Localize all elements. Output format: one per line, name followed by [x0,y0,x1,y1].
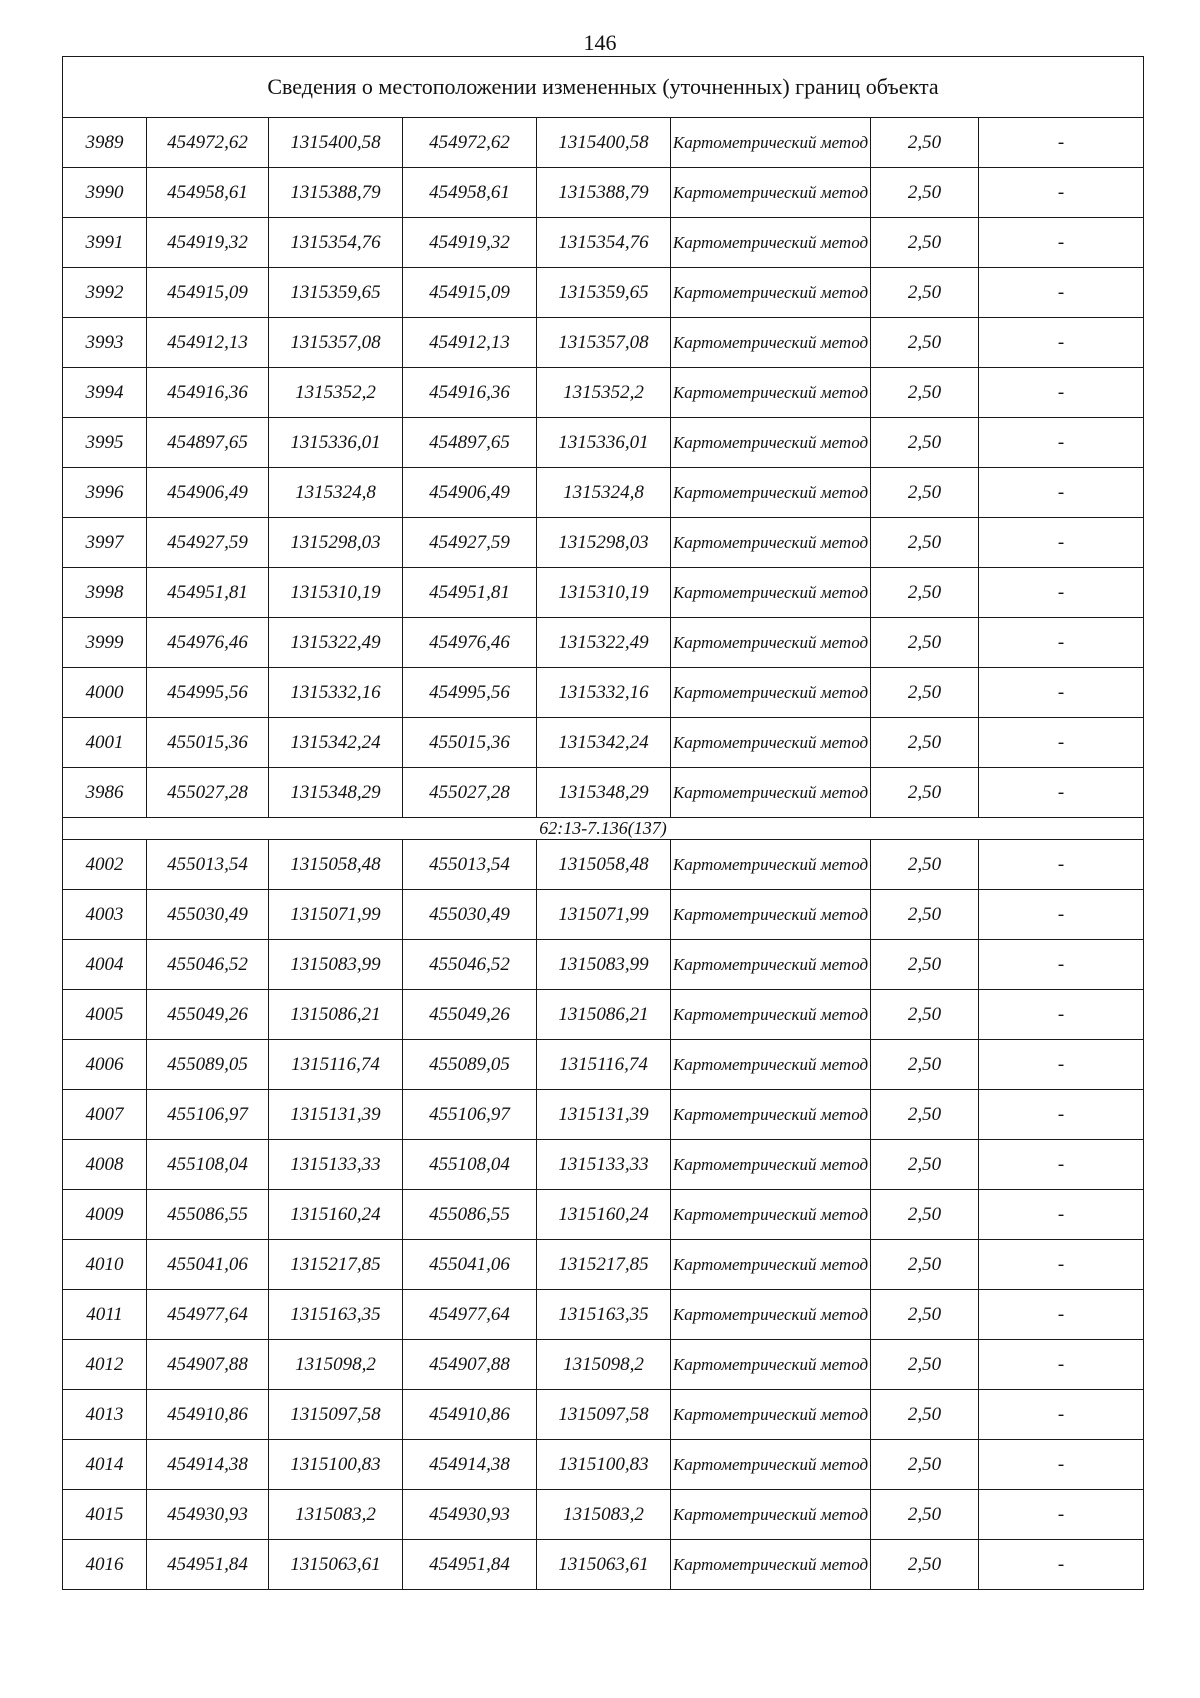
x-new-cell: 455089,05 [403,1040,537,1090]
y-new-cell: 1315342,24 [537,718,671,768]
method-cell: Картометрический метод [671,940,871,990]
y-old-cell: 1315116,74 [269,1040,403,1090]
description-cell: - [979,990,1144,1040]
x-new-cell: 454927,59 [403,518,537,568]
point-number-cell: 3995 [63,418,147,468]
method-cell: Картометрический метод [671,990,871,1040]
x-old-cell: 454915,09 [147,268,269,318]
y-old-cell: 1315352,2 [269,368,403,418]
x-old-cell: 454912,13 [147,318,269,368]
table-row [63,468,1144,518]
point-number-cell: 4011 [63,1290,147,1340]
x-old-cell: 454916,36 [147,368,269,418]
accuracy-cell: 2,50 [871,168,979,218]
table-row [63,518,1144,568]
x-new-cell: 455015,36 [403,718,537,768]
y-old-cell: 1315083,2 [269,1490,403,1540]
y-old-cell: 1315322,49 [269,618,403,668]
method-cell: Картометрический метод [671,418,871,468]
x-new-cell: 454912,13 [403,318,537,368]
x-old-cell: 454972,62 [147,118,269,168]
accuracy-cell: 2,50 [871,218,979,268]
x-new-cell: 455086,55 [403,1190,537,1240]
description-cell: - [979,168,1144,218]
y-old-cell: 1315063,61 [269,1540,403,1590]
x-new-cell: 455041,06 [403,1240,537,1290]
description-cell: - [979,1240,1144,1290]
point-number-cell: 3998 [63,568,147,618]
x-new-cell: 454910,86 [403,1390,537,1440]
x-old-cell: 454995,56 [147,668,269,718]
accuracy-cell: 2,50 [871,268,979,318]
point-number-cell: 3992 [63,268,147,318]
accuracy-cell: 2,50 [871,1540,979,1590]
description-cell: - [979,518,1144,568]
x-old-cell: 454897,65 [147,418,269,468]
x-new-cell: 454951,81 [403,568,537,618]
x-old-cell: 455041,06 [147,1240,269,1290]
table-row [63,1440,1144,1490]
accuracy-cell: 2,50 [871,618,979,668]
point-number-cell: 4000 [63,668,147,718]
x-old-cell: 454976,46 [147,618,269,668]
table-row [63,668,1144,718]
x-old-cell: 454951,84 [147,1540,269,1590]
description-cell: - [979,890,1144,940]
x-new-cell: 454972,62 [403,118,537,168]
accuracy-cell: 2,50 [871,518,979,568]
method-cell: Картометрический метод [671,1190,871,1240]
method-cell: Картометрический метод [671,1390,871,1440]
point-number-cell: 4005 [63,990,147,1040]
accuracy-cell: 2,50 [871,768,979,818]
accuracy-cell: 2,50 [871,1190,979,1240]
description-cell: - [979,368,1144,418]
section-label: 62:13-7.136(137) [63,818,1144,840]
x-new-cell: 454958,61 [403,168,537,218]
y-new-cell: 1315083,2 [537,1490,671,1540]
description-cell: - [979,668,1144,718]
x-new-cell: 454916,36 [403,368,537,418]
point-number-cell: 3991 [63,218,147,268]
method-cell: Картометрический метод [671,1040,871,1090]
method-cell: Картометрический метод [671,1440,871,1490]
y-old-cell: 1315342,24 [269,718,403,768]
y-old-cell: 1315359,65 [269,268,403,318]
accuracy-cell: 2,50 [871,1040,979,1090]
point-number-cell: 4009 [63,1190,147,1240]
x-new-cell: 454914,38 [403,1440,537,1490]
x-new-cell: 454907,88 [403,1340,537,1390]
description-cell: - [979,618,1144,668]
x-new-cell: 455106,97 [403,1090,537,1140]
point-number-cell: 4008 [63,1140,147,1190]
y-new-cell: 1315071,99 [537,890,671,940]
accuracy-cell: 2,50 [871,940,979,990]
method-cell: Картометрический метод [671,518,871,568]
y-old-cell: 1315086,21 [269,990,403,1040]
y-old-cell: 1315083,99 [269,940,403,990]
point-number-cell: 3999 [63,618,147,668]
description-cell: - [979,418,1144,468]
x-old-cell: 455027,28 [147,768,269,818]
accuracy-cell: 2,50 [871,1490,979,1540]
table-row [63,1190,1144,1240]
accuracy-cell: 2,50 [871,118,979,168]
x-old-cell: 455030,49 [147,890,269,940]
x-old-cell: 454951,81 [147,568,269,618]
y-new-cell: 1315310,19 [537,568,671,618]
y-old-cell: 1315058,48 [269,840,403,890]
description-cell: - [979,1190,1144,1240]
y-new-cell: 1315160,24 [537,1190,671,1240]
point-number-cell: 3989 [63,118,147,168]
description-cell: - [979,840,1144,890]
y-old-cell: 1315310,19 [269,568,403,618]
y-new-cell: 1315298,03 [537,518,671,568]
x-old-cell: 455086,55 [147,1190,269,1240]
table-row [63,1140,1144,1190]
table-row [63,890,1144,940]
method-cell: Картометрический метод [671,268,871,318]
table-row [63,118,1144,168]
accuracy-cell: 2,50 [871,368,979,418]
method-cell: Картометрический метод [671,1490,871,1540]
x-new-cell: 454906,49 [403,468,537,518]
description-cell: - [979,268,1144,318]
y-new-cell: 1315322,49 [537,618,671,668]
y-old-cell: 1315336,01 [269,418,403,468]
description-cell: - [979,1490,1144,1540]
x-old-cell: 454919,32 [147,218,269,268]
y-new-cell: 1315133,33 [537,1140,671,1190]
method-cell: Картометрический метод [671,668,871,718]
y-new-cell: 1315098,2 [537,1340,671,1390]
table-row [63,268,1144,318]
point-number-cell: 4014 [63,1440,147,1490]
x-new-cell: 455049,26 [403,990,537,1040]
y-new-cell: 1315359,65 [537,268,671,318]
x-new-cell: 454897,65 [403,418,537,468]
table-row [63,318,1144,368]
method-cell: Картометрический метод [671,218,871,268]
x-new-cell: 454915,09 [403,268,537,318]
point-number-cell: 3996 [63,468,147,518]
method-cell: Картометрический метод [671,890,871,940]
point-number-cell: 4002 [63,840,147,890]
description-cell: - [979,1140,1144,1190]
method-cell: Картометрический метод [671,840,871,890]
accuracy-cell: 2,50 [871,1090,979,1140]
point-number-cell: 4007 [63,1090,147,1140]
y-old-cell: 1315071,99 [269,890,403,940]
y-old-cell: 1315332,16 [269,668,403,718]
y-new-cell: 1315100,83 [537,1440,671,1490]
method-cell: Картометрический метод [671,318,871,368]
accuracy-cell: 2,50 [871,990,979,1040]
y-new-cell: 1315336,01 [537,418,671,468]
y-new-cell: 1315332,16 [537,668,671,718]
point-number-cell: 4013 [63,1390,147,1440]
x-new-cell: 454977,64 [403,1290,537,1340]
description-cell: - [979,1340,1144,1390]
x-new-cell: 455108,04 [403,1140,537,1190]
accuracy-cell: 2,50 [871,1290,979,1340]
point-number-cell: 3994 [63,368,147,418]
y-new-cell: 1315388,79 [537,168,671,218]
x-old-cell: 455015,36 [147,718,269,768]
description-cell: - [979,468,1144,518]
table-row [63,1240,1144,1290]
method-cell: Картометрический метод [671,368,871,418]
x-old-cell: 454907,88 [147,1340,269,1390]
table-row [63,418,1144,468]
accuracy-cell: 2,50 [871,418,979,468]
page-number: 146 [583,30,617,55]
method-cell: Картометрический метод [671,468,871,518]
accuracy-cell: 2,50 [871,668,979,718]
x-new-cell: 454995,56 [403,668,537,718]
y-old-cell: 1315163,35 [269,1290,403,1340]
table-row [63,168,1144,218]
x-old-cell: 454977,64 [147,1290,269,1340]
description-cell: - [979,1440,1144,1490]
x-new-cell: 454930,93 [403,1490,537,1540]
y-new-cell: 1315116,74 [537,1040,671,1090]
x-old-cell: 454958,61 [147,168,269,218]
y-old-cell: 1315098,2 [269,1340,403,1390]
point-number-cell: 4003 [63,890,147,940]
x-old-cell: 454930,93 [147,1490,269,1540]
x-new-cell: 455027,28 [403,768,537,818]
y-new-cell: 1315217,85 [537,1240,671,1290]
y-new-cell: 1315348,29 [537,768,671,818]
y-new-cell: 1315352,2 [537,368,671,418]
table-row [63,368,1144,418]
x-old-cell: 454906,49 [147,468,269,518]
y-new-cell: 1315058,48 [537,840,671,890]
method-cell: Картометрический метод [671,1090,871,1140]
y-new-cell: 1315354,76 [537,218,671,268]
y-old-cell: 1315354,76 [269,218,403,268]
y-old-cell: 1315133,33 [269,1140,403,1190]
method-cell: Картометрический метод [671,768,871,818]
y-old-cell: 1315100,83 [269,1440,403,1490]
accuracy-cell: 2,50 [871,718,979,768]
description-cell: - [979,118,1144,168]
x-new-cell: 454919,32 [403,218,537,268]
table-row [63,1290,1144,1340]
table-row [63,1390,1144,1440]
point-number-cell: 4015 [63,1490,147,1540]
x-old-cell: 454910,86 [147,1390,269,1440]
table-row [63,1540,1144,1590]
y-old-cell: 1315357,08 [269,318,403,368]
table-row [63,990,1144,1040]
y-new-cell: 1315097,58 [537,1390,671,1440]
table-row [63,940,1144,990]
table-row [63,618,1144,668]
method-cell: Картометрический метод [671,1540,871,1590]
y-old-cell: 1315324,8 [269,468,403,518]
point-number-cell: 3990 [63,168,147,218]
boundary-coordinates-table [62,56,1144,1590]
point-number-cell: 4001 [63,718,147,768]
description-cell: - [979,1040,1144,1090]
x-old-cell: 455049,26 [147,990,269,1040]
method-cell: Картометрический метод [671,718,871,768]
table-title: Сведения о местоположении измененных (уточненных) границ объекта [63,57,1144,118]
description-cell: - [979,718,1144,768]
y-old-cell: 1315348,29 [269,768,403,818]
accuracy-cell: 2,50 [871,1390,979,1440]
accuracy-cell: 2,50 [871,318,979,368]
table-title-row [63,57,1144,118]
y-new-cell: 1315063,61 [537,1540,671,1590]
method-cell: Картометрический метод [671,1140,871,1190]
method-cell: Картометрический метод [671,168,871,218]
accuracy-cell: 2,50 [871,1140,979,1190]
y-new-cell: 1315131,39 [537,1090,671,1140]
y-new-cell: 1315400,58 [537,118,671,168]
accuracy-cell: 2,50 [871,1240,979,1290]
description-cell: - [979,1090,1144,1140]
accuracy-cell: 2,50 [871,840,979,890]
description-cell: - [979,940,1144,990]
point-number-cell: 4010 [63,1240,147,1290]
y-old-cell: 1315160,24 [269,1190,403,1240]
y-new-cell: 1315163,35 [537,1290,671,1340]
method-cell: Картометрический метод [671,618,871,668]
x-old-cell: 454927,59 [147,518,269,568]
table-row [63,768,1144,818]
accuracy-cell: 2,50 [871,468,979,518]
description-cell: - [979,318,1144,368]
method-cell: Картометрический метод [671,568,871,618]
point-number-cell: 4004 [63,940,147,990]
x-old-cell: 455108,04 [147,1140,269,1190]
description-cell: - [979,568,1144,618]
y-new-cell: 1315357,08 [537,318,671,368]
y-old-cell: 1315298,03 [269,518,403,568]
y-old-cell: 1315097,58 [269,1390,403,1440]
x-old-cell: 455106,97 [147,1090,269,1140]
accuracy-cell: 2,50 [871,568,979,618]
x-old-cell: 455046,52 [147,940,269,990]
description-cell: - [979,768,1144,818]
description-cell: - [979,218,1144,268]
x-old-cell: 454914,38 [147,1440,269,1490]
table-row [63,218,1144,268]
x-new-cell: 454976,46 [403,618,537,668]
x-old-cell: 455089,05 [147,1040,269,1090]
point-number-cell: 3993 [63,318,147,368]
section-row [63,818,1144,840]
point-number-cell: 3997 [63,518,147,568]
method-cell: Картометрический метод [671,1290,871,1340]
accuracy-cell: 2,50 [871,1440,979,1490]
accuracy-cell: 2,50 [871,1340,979,1390]
y-old-cell: 1315388,79 [269,168,403,218]
point-number-cell: 4012 [63,1340,147,1390]
x-new-cell: 455046,52 [403,940,537,990]
table-row [63,840,1144,890]
method-cell: Картометрический метод [671,1240,871,1290]
table-row [63,1340,1144,1390]
table-row [63,1090,1144,1140]
accuracy-cell: 2,50 [871,890,979,940]
table-row [63,1490,1144,1540]
y-new-cell: 1315086,21 [537,990,671,1040]
y-old-cell: 1315131,39 [269,1090,403,1140]
y-new-cell: 1315083,99 [537,940,671,990]
x-old-cell: 455013,54 [147,840,269,890]
table-row [63,568,1144,618]
x-new-cell: 455013,54 [403,840,537,890]
description-cell: - [979,1540,1144,1590]
description-cell: - [979,1390,1144,1440]
y-old-cell: 1315217,85 [269,1240,403,1290]
method-cell: Картометрический метод [671,118,871,168]
y-old-cell: 1315400,58 [269,118,403,168]
point-number-cell: 3986 [63,768,147,818]
table-row [63,1040,1144,1090]
point-number-cell: 4016 [63,1540,147,1590]
description-cell: - [979,1290,1144,1340]
x-new-cell: 455030,49 [403,890,537,940]
x-new-cell: 454951,84 [403,1540,537,1590]
table-row [63,718,1144,768]
point-number-cell: 4006 [63,1040,147,1090]
y-new-cell: 1315324,8 [537,468,671,518]
method-cell: Картометрический метод [671,1340,871,1390]
